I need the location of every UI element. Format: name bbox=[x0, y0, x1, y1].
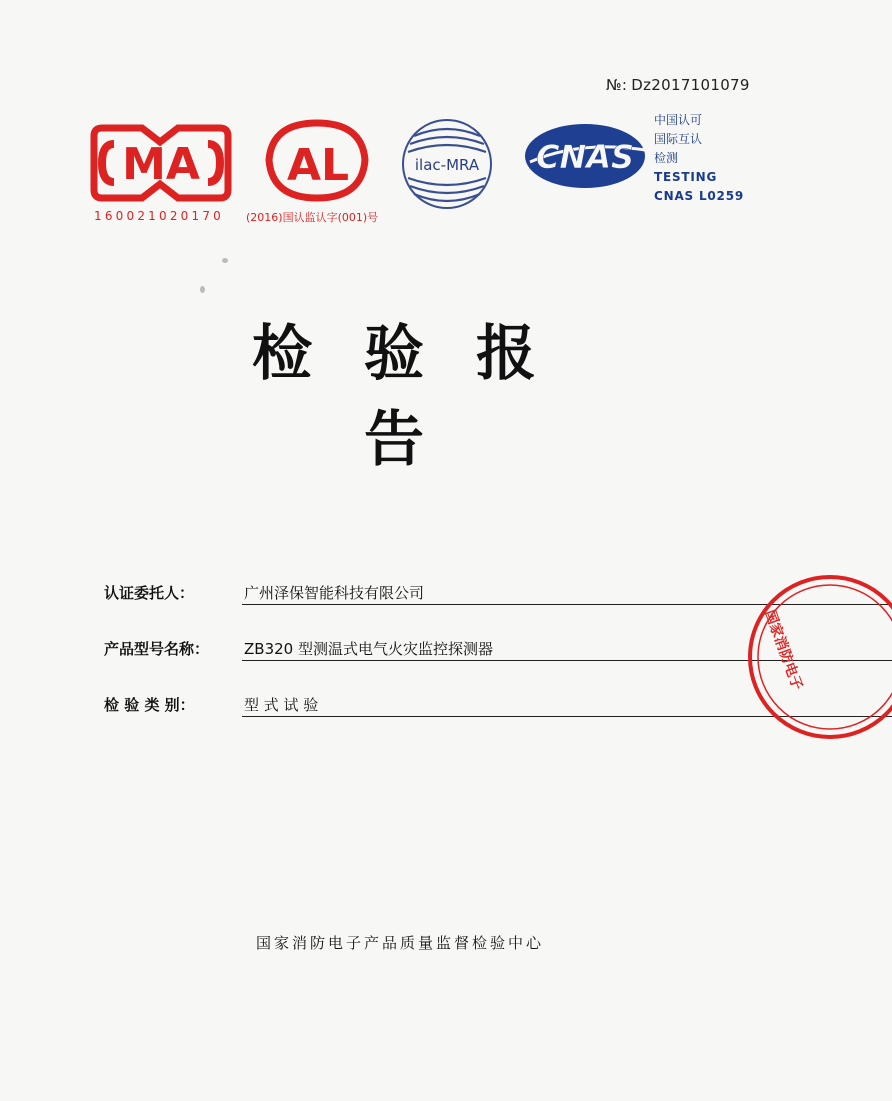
cnas-info bbox=[654, 111, 794, 206]
ilac-text: ilac-MRA bbox=[414, 156, 480, 174]
cnas-line: 中国认可 bbox=[654, 113, 703, 127]
cnas-line: TESTING bbox=[654, 170, 718, 184]
ilac-mra-logo bbox=[392, 114, 502, 214]
cma-logo bbox=[90, 124, 232, 202]
cma-mark: MA bbox=[122, 139, 200, 190]
cal-logo bbox=[262, 118, 372, 203]
report-number-value: Dz2017101079 bbox=[631, 76, 750, 94]
red-seal-stamp bbox=[735, 572, 806, 742]
seal-text: 国家消防电子 bbox=[761, 607, 806, 693]
scan-speck bbox=[222, 258, 228, 263]
cal-certificate-text: (2016)国认监认字(001)号 bbox=[246, 211, 379, 224]
cnas-line: 国际互认 bbox=[654, 132, 703, 146]
report-number bbox=[606, 76, 750, 94]
cnas-line: CNAS L0259 bbox=[654, 189, 745, 203]
issuing-organization: 国家消防电子产品质量监督检验中心 bbox=[255, 934, 544, 952]
cnas-logo bbox=[520, 120, 650, 192]
field-label: 检 验 类 别： bbox=[104, 696, 195, 714]
cal-mark: AL bbox=[286, 140, 350, 191]
page-title: 检验报告 bbox=[252, 319, 588, 475]
cma-number: 160021020170 bbox=[94, 209, 225, 223]
report-number-label: №: bbox=[606, 76, 628, 94]
field-label: 产品型号名称： bbox=[104, 640, 210, 658]
field-value: 广州泽保智能科技有限公司 bbox=[244, 584, 425, 602]
field-label: 认证委托人： bbox=[104, 584, 195, 602]
scan-speck bbox=[200, 286, 205, 293]
cnas-mark: CNAS bbox=[535, 138, 635, 176]
field-value: ZB320 型测温式电气火灾监控探测器 bbox=[244, 640, 493, 658]
cnas-line: 检测 bbox=[654, 151, 679, 165]
field-value: 型 式 试 验 bbox=[244, 696, 319, 714]
